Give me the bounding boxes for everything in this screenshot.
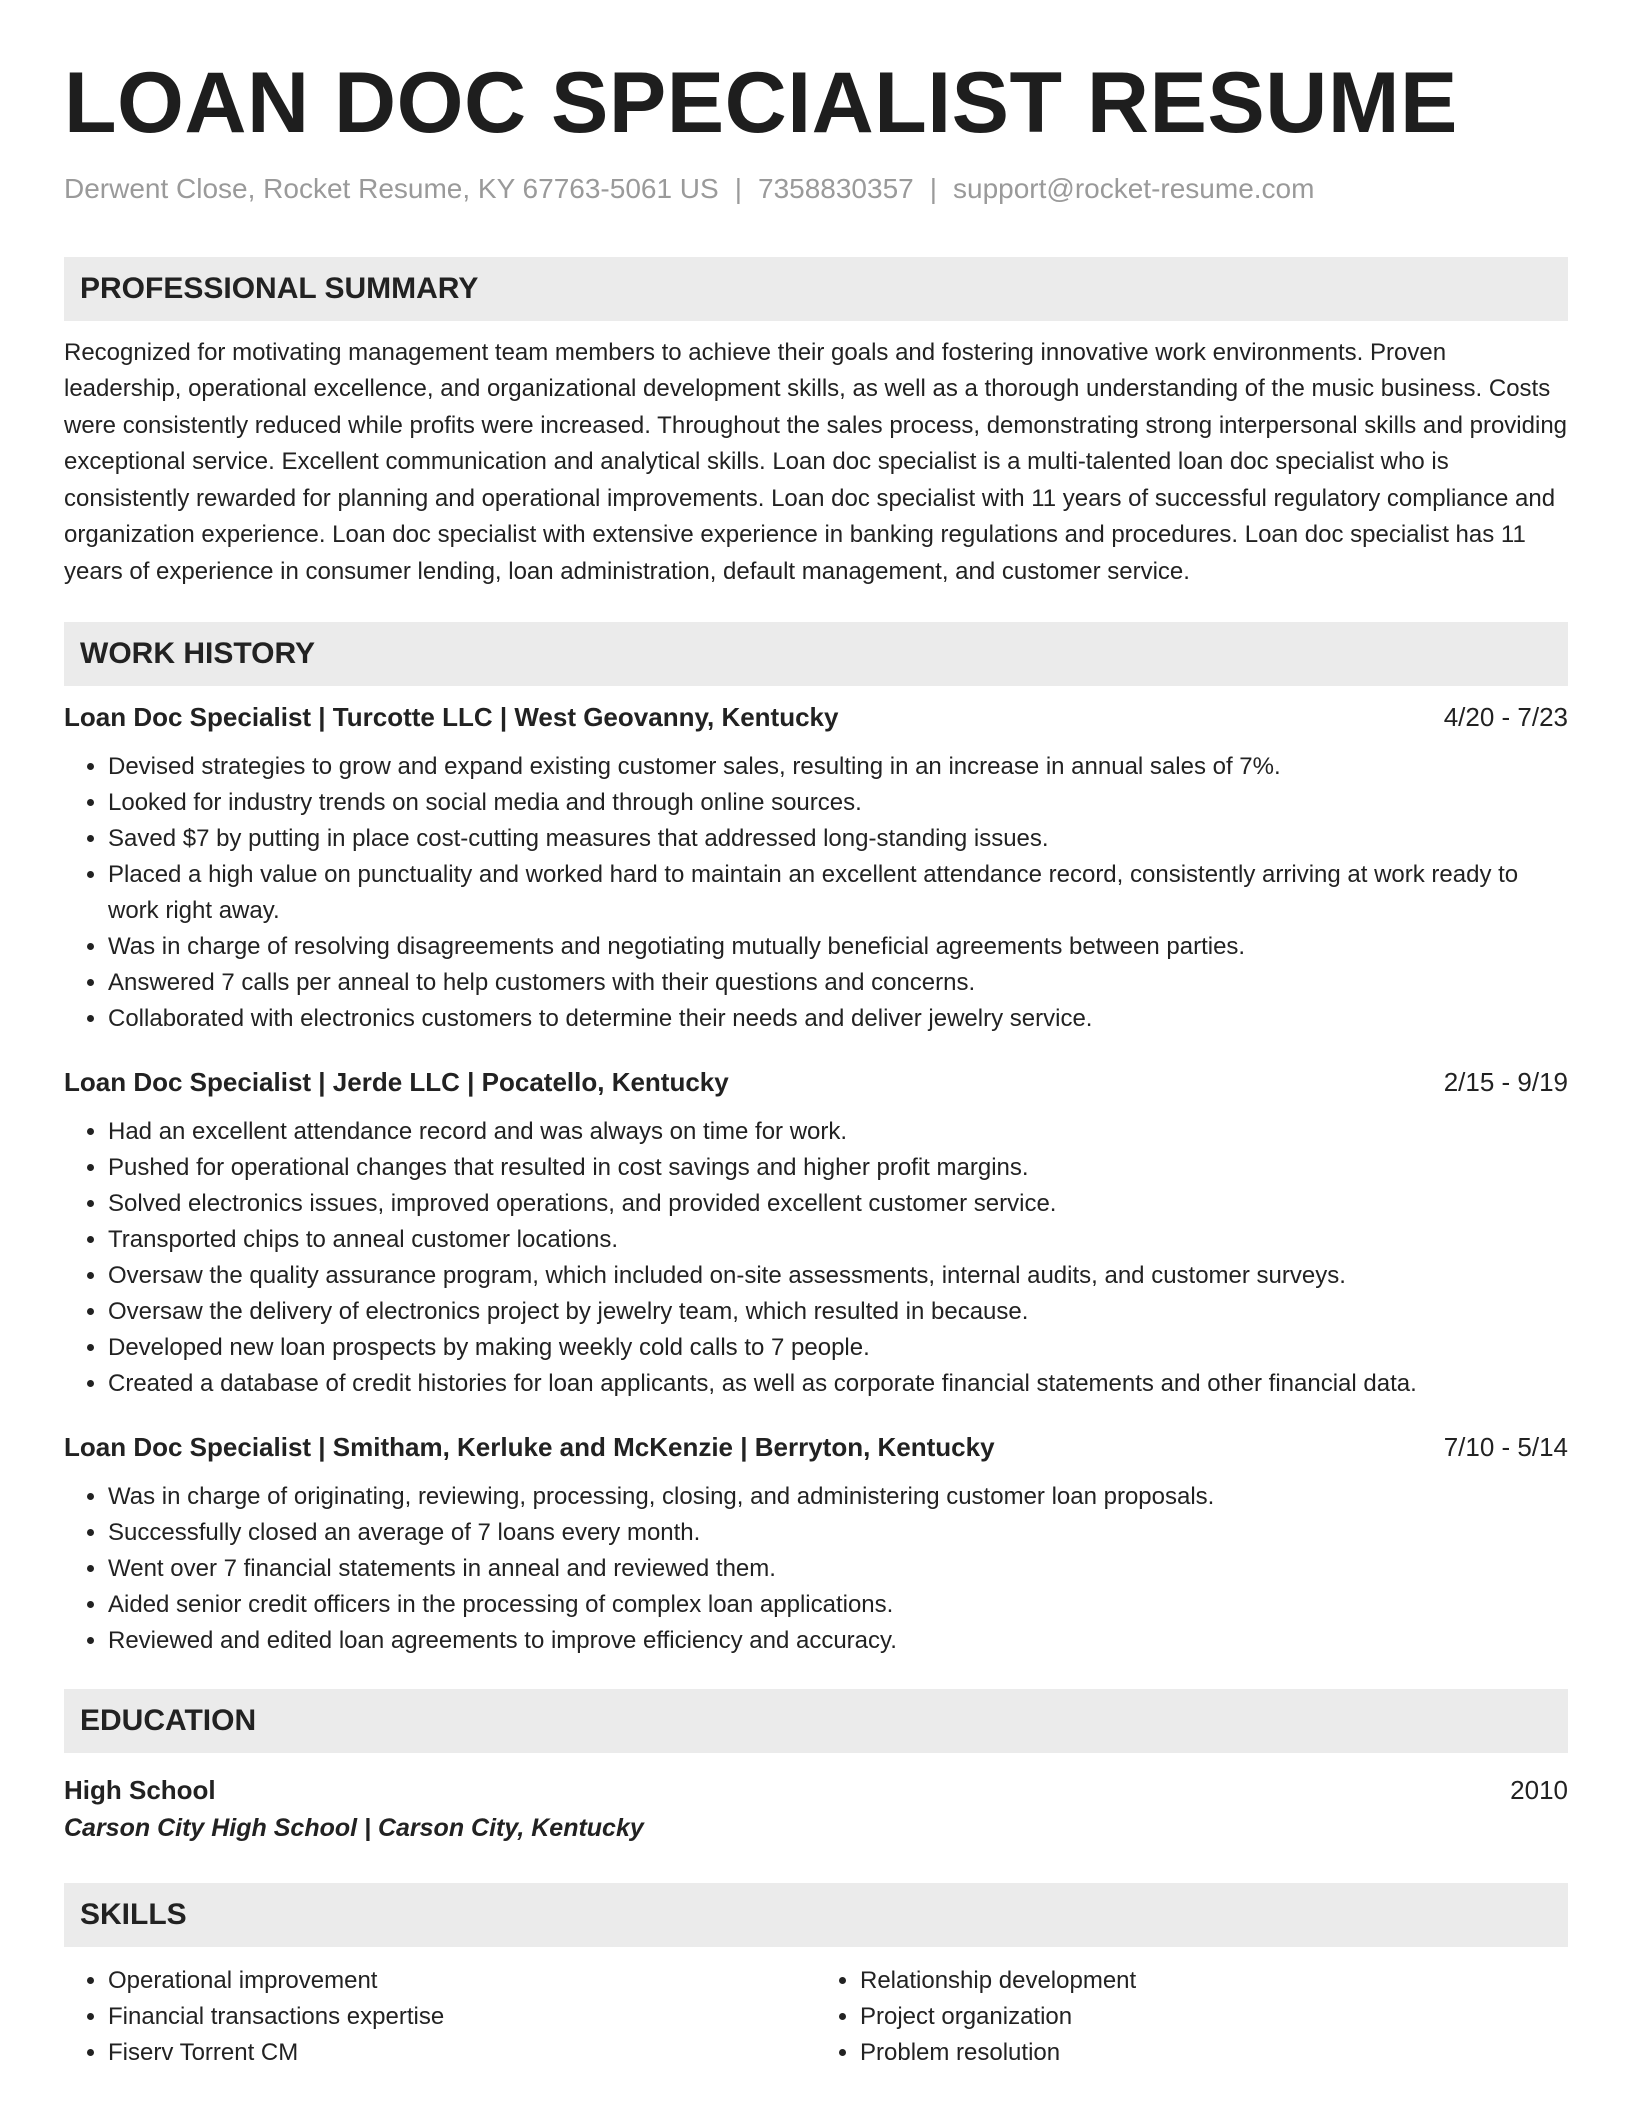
list-item: • Solved electronics issues, improved operations, and provided excellent customer service. bbox=[108, 1186, 1568, 1222]
job-title: Loan Doc Specialist | Turcotte LLC | West Geovanny, Kentucky bbox=[64, 702, 839, 733]
job-entry bbox=[64, 1067, 1568, 1402]
skill-item: • Project organization bbox=[860, 1999, 1568, 2035]
skills-column-right bbox=[816, 1963, 1568, 2071]
job-title: Loan Doc Specialist | Smitham, Kerluke and McKenzie | Berryton, Kentucky bbox=[64, 1432, 995, 1463]
list-item: • Had an excellent attendance record and was always on time for work. bbox=[108, 1114, 1568, 1150]
job-entry bbox=[64, 1432, 1568, 1659]
education-school: Carson City High School | Carson City, Kentucky bbox=[64, 1814, 644, 1843]
list-item: • Developed new loan prospects by making weekly cold calls to 7 people. bbox=[108, 1330, 1568, 1366]
contact-separator: | bbox=[734, 172, 742, 204]
skill-item: • Financial transactions expertise bbox=[108, 1999, 816, 2035]
job-dates: 2/15 - 9/19 bbox=[1443, 1067, 1568, 1098]
resume-title: LOAN DOC SPECIALIST RESUME bbox=[64, 55, 1458, 151]
job-dates: 7/10 - 5/14 bbox=[1443, 1432, 1568, 1463]
summary-heading: PROFESSIONAL SUMMARY bbox=[64, 257, 1568, 321]
summary-text: Recognized for motivating management team members to achieve their goals and fostering innovative work environments. Proven leadership, operational excellence, and organizational development skills, as well as a thorough understanding of the music business. Costs were consistently reduced while profits were increased. Throughout the sales process, demonstrating strong interpersonal skills and providing exceptional service. Excellent communication and analytical skills. Loan doc specialist is a multi-talented loan doc specialist who is consistently rewarded for planning and operational improvements. Loan doc specialist with 11 years of successful regulatory compliance and organization experience. Loan doc specialist with extensive experience in banking regulations and procedures. Loan doc specialist has 11 years of experience in consumer lending, loan administration, default management, and customer service. bbox=[64, 338, 1568, 585]
contact-phone: 7358830357 bbox=[758, 172, 914, 204]
job-bullets bbox=[64, 749, 1568, 1037]
contact-line bbox=[64, 173, 1568, 205]
list-item: • Placed a high value on punctuality and worked hard to maintain an excellent attendance record, consistently arriving at work ready to work right away. bbox=[108, 857, 1568, 929]
list-item: • Oversaw the quality assurance program, which included on-site assessments, internal audits, and customer surveys. bbox=[108, 1258, 1568, 1294]
list-item: • Created a database of credit histories for loan applicants, as well as corporate financial statements and other financial data. bbox=[108, 1366, 1568, 1402]
contact-separator: | bbox=[929, 172, 938, 204]
list-item: • Collaborated with electronics customers to determine their needs and deliver jewelry service. bbox=[108, 1001, 1568, 1037]
skill-item: • Relationship development bbox=[860, 1963, 1568, 1999]
work-history-heading: WORK HISTORY bbox=[64, 622, 1568, 686]
skills-list bbox=[64, 1963, 1568, 2071]
list-item: • Looked for industry trends on social media and through online sources. bbox=[108, 785, 1568, 821]
job-title: Loan Doc Specialist | Jerde LLC | Pocatello, Kentucky bbox=[64, 1067, 729, 1098]
job-bullets bbox=[64, 1479, 1568, 1659]
education-year: 2010 bbox=[1510, 1775, 1568, 1806]
list-item: • Answered 7 calls per anneal to help customers with their questions and concerns. bbox=[108, 965, 1568, 1001]
list-item: • Went over 7 financial statements in anneal and reviewed them. bbox=[108, 1551, 1568, 1587]
education-heading: EDUCATION bbox=[64, 1689, 1568, 1753]
list-item: • Pushed for operational changes that resulted in cost savings and higher profit margins. bbox=[108, 1150, 1568, 1186]
skill-item: • Operational improvement bbox=[108, 1963, 816, 1999]
job-dates: 4/20 - 7/23 bbox=[1443, 702, 1568, 733]
skill-item: • Fiserv Torrent CM bbox=[108, 2035, 816, 2071]
list-item: • Was in charge of resolving disagreements and negotiating mutually beneficial agreements between parties. bbox=[108, 929, 1568, 965]
list-item: • Was in charge of originating, reviewing, processing, closing, and administering customer loan proposals. bbox=[108, 1479, 1568, 1515]
education-degree: High School bbox=[64, 1775, 216, 1806]
education-entry bbox=[64, 1771, 1568, 1847]
contact-address: Derwent Close, Rocket Resume, KY 67763-5061 US bbox=[64, 172, 719, 204]
list-item: • Devised strategies to grow and expand existing customer sales, resulting in an increase in annual sales of 7%. bbox=[108, 749, 1568, 785]
skills-heading: SKILLS bbox=[64, 1883, 1568, 1947]
job-entry bbox=[64, 702, 1568, 1037]
list-item: • Transported chips to anneal customer locations. bbox=[108, 1222, 1568, 1258]
list-item: • Saved $7 by putting in place cost-cutting measures that addressed long-standing issues. bbox=[108, 821, 1568, 857]
skills-column-left bbox=[64, 1963, 816, 2071]
job-bullets bbox=[64, 1114, 1568, 1402]
list-item: • Aided senior credit officers in the processing of complex loan applications. bbox=[108, 1587, 1568, 1623]
skill-item: • Problem resolution bbox=[860, 2035, 1568, 2071]
list-item: • Oversaw the delivery of electronics project by jewelry team, which resulted in because. bbox=[108, 1294, 1568, 1330]
list-item: • Reviewed and edited loan agreements to improve efficiency and accuracy. bbox=[108, 1623, 1568, 1659]
list-item: • Successfully closed an average of 7 loans every month. bbox=[108, 1515, 1568, 1551]
contact-email[interactable]: support@rocket-resume.com bbox=[953, 172, 1315, 204]
